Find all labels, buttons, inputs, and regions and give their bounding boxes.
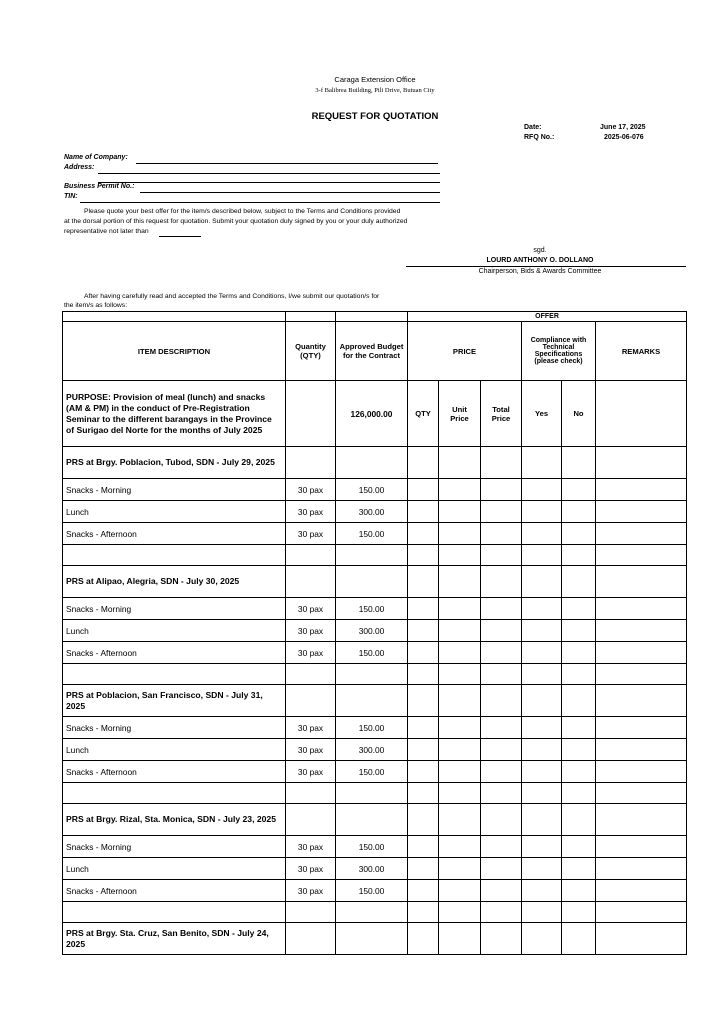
compliance-no-cell[interactable] xyxy=(562,836,596,858)
date-label: Date: xyxy=(524,124,542,131)
company-line[interactable] xyxy=(136,163,438,164)
offer-unit-price-cell[interactable] xyxy=(439,783,481,804)
date-value: June 17, 2025 xyxy=(600,124,646,131)
remarks-cell[interactable] xyxy=(596,761,687,783)
compliance-yes-cell[interactable] xyxy=(522,858,562,880)
compliance-no-cell[interactable] xyxy=(562,880,596,902)
compliance-yes-cell[interactable] xyxy=(522,880,562,902)
item-quantity: 30 pax xyxy=(286,880,336,902)
offer-total-price-cell[interactable] xyxy=(481,804,522,836)
offer-total-price-cell[interactable] xyxy=(481,620,522,642)
offer-unit-price-cell[interactable] xyxy=(439,923,481,955)
compliance-no-cell[interactable] xyxy=(562,523,596,545)
offer-unit-price-cell[interactable] xyxy=(439,523,481,545)
item-quantity: 30 pax xyxy=(286,836,336,858)
office-name: Caraga Extension Office xyxy=(334,75,416,84)
compliance-yes-cell[interactable] xyxy=(522,479,562,501)
offer-qty-cell[interactable] xyxy=(408,902,439,923)
remarks-cell[interactable] xyxy=(596,685,687,717)
compliance-yes-cell[interactable] xyxy=(522,804,562,836)
offer-total-price-cell[interactable] xyxy=(481,761,522,783)
blank-cell xyxy=(286,783,336,804)
item-approved-budget: 150.00 xyxy=(336,479,408,501)
offer-unit-price-cell[interactable] xyxy=(439,739,481,761)
compliance-no-cell[interactable] xyxy=(562,642,596,664)
compliance-no-cell[interactable] xyxy=(562,761,596,783)
item-description: Lunch xyxy=(63,501,286,523)
compliance-yes-cell[interactable] xyxy=(522,685,562,717)
sub-total-price: Total Price xyxy=(481,381,522,447)
compliance-no-cell[interactable] xyxy=(562,804,596,836)
remarks-cell[interactable] xyxy=(596,858,687,880)
offer-total-price-cell[interactable] xyxy=(481,479,522,501)
item-quantity: 30 pax xyxy=(286,717,336,739)
blank-cell xyxy=(286,664,336,685)
spacer-row xyxy=(63,902,687,923)
spacer-row xyxy=(63,545,687,566)
compliance-yes-cell[interactable] xyxy=(522,545,562,566)
offer-qty-cell[interactable] xyxy=(408,447,439,479)
item-description: Lunch xyxy=(63,858,286,880)
col-item-description: ITEM DESCRIPTION xyxy=(63,322,286,381)
tin-line[interactable] xyxy=(80,202,440,203)
sub-qty: QTY xyxy=(408,381,439,447)
remarks-cell[interactable] xyxy=(596,566,687,598)
compliance-yes-cell[interactable] xyxy=(522,923,562,955)
compliance-yes-cell[interactable] xyxy=(522,642,562,664)
item-description: Lunch xyxy=(63,620,286,642)
remarks-cell[interactable] xyxy=(596,642,687,664)
item-approved-budget: 150.00 xyxy=(336,717,408,739)
blank-cell xyxy=(336,447,408,479)
remarks-cell[interactable] xyxy=(596,739,687,761)
approved-budget-total: 126,000.00 xyxy=(336,381,408,447)
group-row xyxy=(63,566,687,598)
item-quantity: 30 pax xyxy=(286,642,336,664)
offer-qty-cell[interactable] xyxy=(408,880,439,902)
offer-unit-price-cell[interactable] xyxy=(439,598,481,620)
offer-qty-cell[interactable] xyxy=(408,836,439,858)
compliance-no-cell[interactable] xyxy=(562,545,596,566)
offer-qty-cell[interactable] xyxy=(408,545,439,566)
item-description: Snacks - Afternoon xyxy=(63,761,286,783)
signature-line xyxy=(406,266,686,267)
compliance-no-cell[interactable] xyxy=(562,664,596,685)
offer-unit-price-cell[interactable] xyxy=(439,717,481,739)
group-row xyxy=(63,685,687,717)
blank-cell xyxy=(63,545,286,566)
blank-cell xyxy=(286,804,336,836)
address-line-2[interactable] xyxy=(98,182,440,183)
item-approved-budget: 300.00 xyxy=(336,501,408,523)
compliance-no-cell[interactable] xyxy=(562,717,596,739)
offer-total-price-cell[interactable] xyxy=(481,545,522,566)
remarks-cell[interactable] xyxy=(596,620,687,642)
item-approved-budget: 150.00 xyxy=(336,523,408,545)
offer-qty-cell[interactable] xyxy=(408,804,439,836)
sub-unit-price: Unit Price xyxy=(439,381,481,447)
blank-cell xyxy=(286,685,336,717)
compliance-yes-cell[interactable] xyxy=(522,566,562,598)
compliance-no-cell[interactable] xyxy=(562,739,596,761)
remarks-cell[interactable] xyxy=(596,501,687,523)
offer-total-price-cell[interactable] xyxy=(481,739,522,761)
spacer-row xyxy=(63,664,687,685)
col-price: PRICE xyxy=(408,322,522,381)
item-row xyxy=(63,739,687,761)
tin-label: TIN: xyxy=(64,193,78,200)
offer-total-price-cell[interactable] xyxy=(481,642,522,664)
offer-unit-price-cell[interactable] xyxy=(439,642,481,664)
remarks-cell[interactable] xyxy=(596,545,687,566)
deadline-line[interactable] xyxy=(159,236,201,237)
blank-cell xyxy=(336,923,408,955)
offer-qty-cell[interactable] xyxy=(408,761,439,783)
remarks-cell[interactable] xyxy=(596,717,687,739)
blank-cell xyxy=(286,312,336,322)
item-quantity: 30 pax xyxy=(286,620,336,642)
group-title: PRS at Brgy. Sta. Cruz, San Benito, SDN - July 24, 2025 xyxy=(63,923,286,955)
remarks-cell[interactable] xyxy=(596,923,687,955)
item-description: Snacks - Morning xyxy=(63,717,286,739)
spacer-row xyxy=(63,783,687,804)
signed-mark: sgd. xyxy=(533,247,547,254)
intro-line-2: at the dorsal portion of this request for quotation. Submit your quotation duly signed by you or your duly authorized xyxy=(64,218,408,225)
company-label: Name of Company: xyxy=(64,154,128,161)
offer-unit-price-cell[interactable] xyxy=(439,902,481,923)
address-line[interactable] xyxy=(98,173,440,174)
blank-cell xyxy=(336,664,408,685)
item-row xyxy=(63,717,687,739)
col-compliance: Compliance with Technical Specifications (please check) xyxy=(522,322,596,381)
offer-total-price-cell[interactable] xyxy=(481,858,522,880)
offer-qty-cell[interactable] xyxy=(408,566,439,598)
remarks-cell[interactable] xyxy=(596,902,687,923)
offer-unit-price-cell[interactable] xyxy=(439,880,481,902)
offer-qty-cell[interactable] xyxy=(408,620,439,642)
item-row xyxy=(63,880,687,902)
offer-unit-price-cell[interactable] xyxy=(439,664,481,685)
item-approved-budget: 150.00 xyxy=(336,598,408,620)
offer-qty-cell[interactable] xyxy=(408,685,439,717)
compliance-yes-cell[interactable] xyxy=(522,598,562,620)
offer-unit-price-cell[interactable] xyxy=(439,620,481,642)
blank-cell xyxy=(286,545,336,566)
permit-line[interactable] xyxy=(140,192,440,193)
item-row xyxy=(63,598,687,620)
offer-total-price-cell[interactable] xyxy=(481,566,522,598)
offer-total-price-cell[interactable] xyxy=(481,501,522,523)
compliance-no-cell[interactable] xyxy=(562,902,596,923)
compliance-no-cell[interactable] xyxy=(562,783,596,804)
offer-qty-cell[interactable] xyxy=(408,783,439,804)
after-line-1: After having carefully read and accepted the Terms and Conditions, I/we submit our quotation/s for xyxy=(84,293,380,300)
compliance-yes-cell[interactable] xyxy=(522,620,562,642)
quotation-table xyxy=(62,311,687,955)
compliance-yes-cell[interactable] xyxy=(522,664,562,685)
item-quantity: 30 pax xyxy=(286,479,336,501)
compliance-yes-cell[interactable] xyxy=(522,783,562,804)
offer-unit-price-cell[interactable] xyxy=(439,685,481,717)
compliance-yes-cell[interactable] xyxy=(522,761,562,783)
item-quantity: 30 pax xyxy=(286,523,336,545)
blank-cell xyxy=(336,545,408,566)
item-row xyxy=(63,501,687,523)
signatory-position: Chairperson, Bids & Awards Committee xyxy=(478,268,602,275)
rfq-label: RFQ No.: xyxy=(524,134,555,141)
blank-cell xyxy=(286,381,336,447)
item-row xyxy=(63,761,687,783)
remarks-cell[interactable] xyxy=(596,664,687,685)
group-title: PRS at Alipao, Alegria, SDN - July 30, 2025 xyxy=(63,566,286,598)
blank-cell xyxy=(286,923,336,955)
item-description: Snacks - Morning xyxy=(63,598,286,620)
group-row xyxy=(63,804,687,836)
offer-total-price-cell[interactable] xyxy=(481,836,522,858)
blank-cell xyxy=(63,664,286,685)
offer-total-price-cell[interactable] xyxy=(481,598,522,620)
item-quantity: 30 pax xyxy=(286,761,336,783)
offer-qty-cell[interactable] xyxy=(408,664,439,685)
compliance-yes-cell[interactable] xyxy=(522,717,562,739)
office-address: 3-f Balibrea Building, Pili Drive, Butuan City xyxy=(315,87,435,94)
offer-total-price-cell[interactable] xyxy=(481,902,522,923)
compliance-no-cell[interactable] xyxy=(562,566,596,598)
item-approved-budget: 150.00 xyxy=(336,836,408,858)
intro-line-3: representative not later than xyxy=(64,228,149,235)
item-quantity: 30 pax xyxy=(286,858,336,880)
offer-unit-price-cell[interactable] xyxy=(439,447,481,479)
blank-cell xyxy=(336,566,408,598)
item-quantity: 30 pax xyxy=(286,739,336,761)
offer-unit-price-cell[interactable] xyxy=(439,761,481,783)
item-description: Snacks - Afternoon xyxy=(63,880,286,902)
address-label: Address: xyxy=(64,164,95,171)
offer-total-price-cell[interactable] xyxy=(481,717,522,739)
remarks-cell[interactable] xyxy=(596,523,687,545)
remarks-cell[interactable] xyxy=(596,783,687,804)
item-approved-budget: 300.00 xyxy=(336,858,408,880)
blank-cell xyxy=(63,783,286,804)
compliance-yes-cell[interactable] xyxy=(522,739,562,761)
item-quantity: 30 pax xyxy=(286,501,336,523)
item-description: Snacks - Afternoon xyxy=(63,642,286,664)
blank-cell xyxy=(63,312,286,322)
item-approved-budget: 150.00 xyxy=(336,880,408,902)
offer-qty-cell[interactable] xyxy=(408,923,439,955)
compliance-no-cell[interactable] xyxy=(562,598,596,620)
col-quantity: Quantity (QTY) xyxy=(286,322,336,381)
offer-unit-price-cell[interactable] xyxy=(439,501,481,523)
blank-cell xyxy=(336,783,408,804)
offer-qty-cell[interactable] xyxy=(408,501,439,523)
offer-total-price-cell[interactable] xyxy=(481,447,522,479)
compliance-no-cell[interactable] xyxy=(562,447,596,479)
sub-no: No xyxy=(562,381,596,447)
blank-cell xyxy=(336,902,408,923)
offer-qty-cell[interactable] xyxy=(408,479,439,501)
compliance-no-cell[interactable] xyxy=(562,685,596,717)
compliance-yes-cell[interactable] xyxy=(522,523,562,545)
blank-cell xyxy=(596,381,687,447)
group-title: PRS at Brgy. Poblacion, Tubod, SDN - July 29, 2025 xyxy=(63,447,286,479)
intro-line-1: Please quote your best offer for the item/s described below, subject to the Terms and Conditions provided xyxy=(84,208,401,215)
item-row xyxy=(63,642,687,664)
item-description: Snacks - Morning xyxy=(63,479,286,501)
offer-total-price-cell[interactable] xyxy=(481,923,522,955)
offer-total-price-cell[interactable] xyxy=(481,523,522,545)
item-quantity: 30 pax xyxy=(286,598,336,620)
offer-qty-cell[interactable] xyxy=(408,858,439,880)
offer-total-price-cell[interactable] xyxy=(481,664,522,685)
compliance-no-cell[interactable] xyxy=(562,620,596,642)
item-row xyxy=(63,620,687,642)
group-row xyxy=(63,447,687,479)
blank-cell xyxy=(63,902,286,923)
offer-total-price-cell[interactable] xyxy=(481,685,522,717)
offer-qty-cell[interactable] xyxy=(408,739,439,761)
sub-yes: Yes xyxy=(522,381,562,447)
compliance-no-cell[interactable] xyxy=(562,923,596,955)
item-row xyxy=(63,858,687,880)
col-remarks: REMARKS xyxy=(596,322,687,381)
group-title: PRS at Brgy. Rizal, Sta. Monica, SDN - July 23, 2025 xyxy=(63,804,286,836)
blank-cell xyxy=(286,566,336,598)
col-approved-budget: Approved Budget for the Contract xyxy=(336,322,408,381)
rfq-value: 2025-06-076 xyxy=(604,134,644,141)
blank-cell xyxy=(286,902,336,923)
page-title: REQUEST FOR QUOTATION xyxy=(311,111,439,122)
remarks-cell[interactable] xyxy=(596,836,687,858)
item-description: Snacks - Afternoon xyxy=(63,523,286,545)
offer-unit-price-cell[interactable] xyxy=(439,566,481,598)
blank-cell xyxy=(336,312,408,322)
remarks-cell[interactable] xyxy=(596,479,687,501)
compliance-no-cell[interactable] xyxy=(562,479,596,501)
compliance-yes-cell[interactable] xyxy=(522,902,562,923)
item-row xyxy=(63,836,687,858)
remarks-cell[interactable] xyxy=(596,880,687,902)
item-approved-budget: 300.00 xyxy=(336,620,408,642)
permit-label: Business Permit No.: xyxy=(64,183,135,190)
offer-unit-price-cell[interactable] xyxy=(439,804,481,836)
offer-qty-cell[interactable] xyxy=(408,642,439,664)
item-description: Snacks - Morning xyxy=(63,836,286,858)
offer-total-price-cell[interactable] xyxy=(481,880,522,902)
remarks-cell[interactable] xyxy=(596,447,687,479)
offer-unit-price-cell[interactable] xyxy=(439,858,481,880)
compliance-yes-cell[interactable] xyxy=(522,501,562,523)
compliance-no-cell[interactable] xyxy=(562,501,596,523)
item-description: Lunch xyxy=(63,739,286,761)
blank-cell xyxy=(286,447,336,479)
offer-total-price-cell[interactable] xyxy=(481,783,522,804)
compliance-no-cell[interactable] xyxy=(562,858,596,880)
item-approved-budget: 150.00 xyxy=(336,761,408,783)
item-approved-budget: 150.00 xyxy=(336,642,408,664)
remarks-cell[interactable] xyxy=(596,598,687,620)
compliance-yes-cell[interactable] xyxy=(522,447,562,479)
offer-header: OFFER xyxy=(408,312,687,322)
signatory-name: LOURD ANTHONY O. DOLLANO xyxy=(486,257,594,264)
compliance-yes-cell[interactable] xyxy=(522,836,562,858)
item-row xyxy=(63,479,687,501)
blank-cell xyxy=(336,804,408,836)
item-row xyxy=(63,523,687,545)
group-row xyxy=(63,923,687,955)
group-title: PRS at Poblacion, San Francisco, SDN - July 31, 2025 xyxy=(63,685,286,717)
remarks-cell[interactable] xyxy=(596,804,687,836)
offer-qty-cell[interactable] xyxy=(408,523,439,545)
offer-qty-cell[interactable] xyxy=(408,717,439,739)
item-approved-budget: 300.00 xyxy=(336,739,408,761)
blank-cell xyxy=(336,685,408,717)
offer-unit-price-cell[interactable] xyxy=(439,836,481,858)
purpose-cell: PURPOSE: Provision of meal (lunch) and snacks (AM & PM) in the conduct of Pre-Registration Seminar to the different barangays in the Province of Surigao del Norte for the months of July 2025 xyxy=(63,381,286,447)
offer-unit-price-cell[interactable] xyxy=(439,479,481,501)
offer-qty-cell[interactable] xyxy=(408,598,439,620)
offer-unit-price-cell[interactable] xyxy=(439,545,481,566)
after-line-2: the item/s as follows: xyxy=(64,302,128,309)
